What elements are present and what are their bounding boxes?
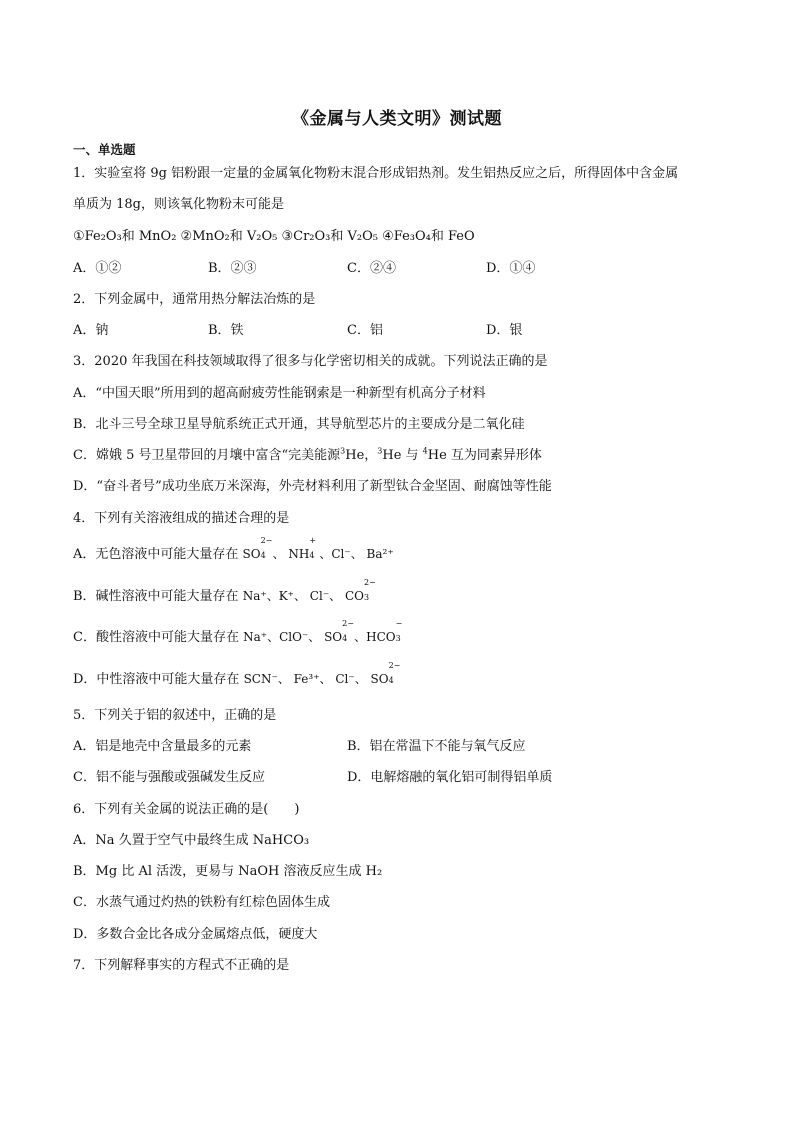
q7-stem: 7．下列解释事实的方程式不正确的是 xyxy=(73,958,290,973)
q1-option-b: B．②③ xyxy=(208,261,257,276)
q5-option-a: A．铝是地壳中含量最多的元素 xyxy=(73,739,252,754)
q1-stem-line2: 单质为 18g，则该氧化物粉末可能是 xyxy=(73,197,284,212)
q5-option-d: D．电解熔融的氧化铝可制得铝单质 xyxy=(347,770,553,785)
q3-option-d: D．“奋斗者号”成功坐底万米深海，外壳材料利用了新型钛合金坚固、耐腐蚀等性能 xyxy=(73,479,552,494)
q4-stem: 4．下列有关溶液组成的描述合理的是 xyxy=(73,511,290,526)
section-heading: 一、单选题 xyxy=(73,142,136,157)
q1-option-c: C．②④ xyxy=(347,261,396,276)
q2-stem: 2．下列金属中，通常用热分解法冶炼的是 xyxy=(73,292,316,307)
q4-option-d: D．中性溶液中可能大量存在 SCN⁻、 Fe³⁺、 Cl⁻、 SO 2− 4 xyxy=(73,661,401,687)
q5-stem: 5．下列关于铝的叙述中，正确的是 xyxy=(73,708,277,723)
q2-option-c: C．铝 xyxy=(347,323,383,338)
q6-option-c: C．水蒸气通过灼热的铁粉有红棕色固体生成 xyxy=(73,895,330,910)
page-title: 《金属与人类文明》测试题 xyxy=(292,109,502,129)
q6-option-d: D．多数合金比各成分金属熔点低，硬度大 xyxy=(73,927,318,942)
q3-option-b: B．北斗三号全球卫星导航系统正式开通，其导航型芯片的主要成分是二氧化硅 xyxy=(73,417,525,432)
q1-option-a: A．①② xyxy=(73,261,122,276)
q1-stem-line1: 1．实验室将 9g 铝粉跟一定量的金属氧化物粉末混合形成铝热剂。发生铝热反应之后，所得固体中含金属 xyxy=(73,166,679,181)
q3-option-c: C．嫦娥 5 号卫星带回的月壤中富含“完美能源$^3$He，$^3$He 与 $^4$He 互为同素异形体 xyxy=(73,446,542,463)
q5-option-b: B．铝在常温下不能与氧气反应 xyxy=(347,739,526,754)
q2-option-d: D．银 xyxy=(486,323,523,338)
q2-option-a: A．钠 xyxy=(73,323,109,338)
q3-option-a: A．“中国天眼”所用到的超高耐疲劳性能钢索是一种新型有机高分子材料 xyxy=(73,386,486,401)
q6-option-b: B．Mg 比 Al 活泼，更易与 NaOH 溶液反应生成 H₂ xyxy=(73,864,383,879)
q3-stem: 3．2020 年我国在科技领域取得了很多与化学密切相关的成就。下列说法正确的是 xyxy=(73,354,548,369)
q6-option-a: A．Na 久置于空气中最终生成 NaHCO₃ xyxy=(73,833,310,848)
q4-option-b: B．碱性溶液中可能大量存在 Na⁺、K⁺、 Cl⁻、 CO 2− 3 xyxy=(73,578,376,604)
q1-option-d: D．①④ xyxy=(486,261,536,276)
q5-option-c: C．铝不能与强酸或强碱发生反应 xyxy=(73,770,265,785)
q2-option-b: B．铁 xyxy=(208,323,244,338)
q4-option-a: A．无色溶液中可能大量存在 SO 2− 4 、 NH + 4 、Cl⁻、 Ba²⁺ xyxy=(73,536,394,562)
q6-stem: 6．下列有关金属的说法正确的是( ) xyxy=(73,802,300,817)
q4-option-c: C．酸性溶液中可能大量存在 Na⁺、ClO⁻、 SO 2− 4 、HCO − 3 xyxy=(73,619,403,645)
q1-combos: ①Fe₂O₃和 MnO₂ ②MnO₂和 V₂O₅ ③Cr₂O₃和 V₂O₅ ④Fe₃O₄和 FeO xyxy=(73,229,475,244)
